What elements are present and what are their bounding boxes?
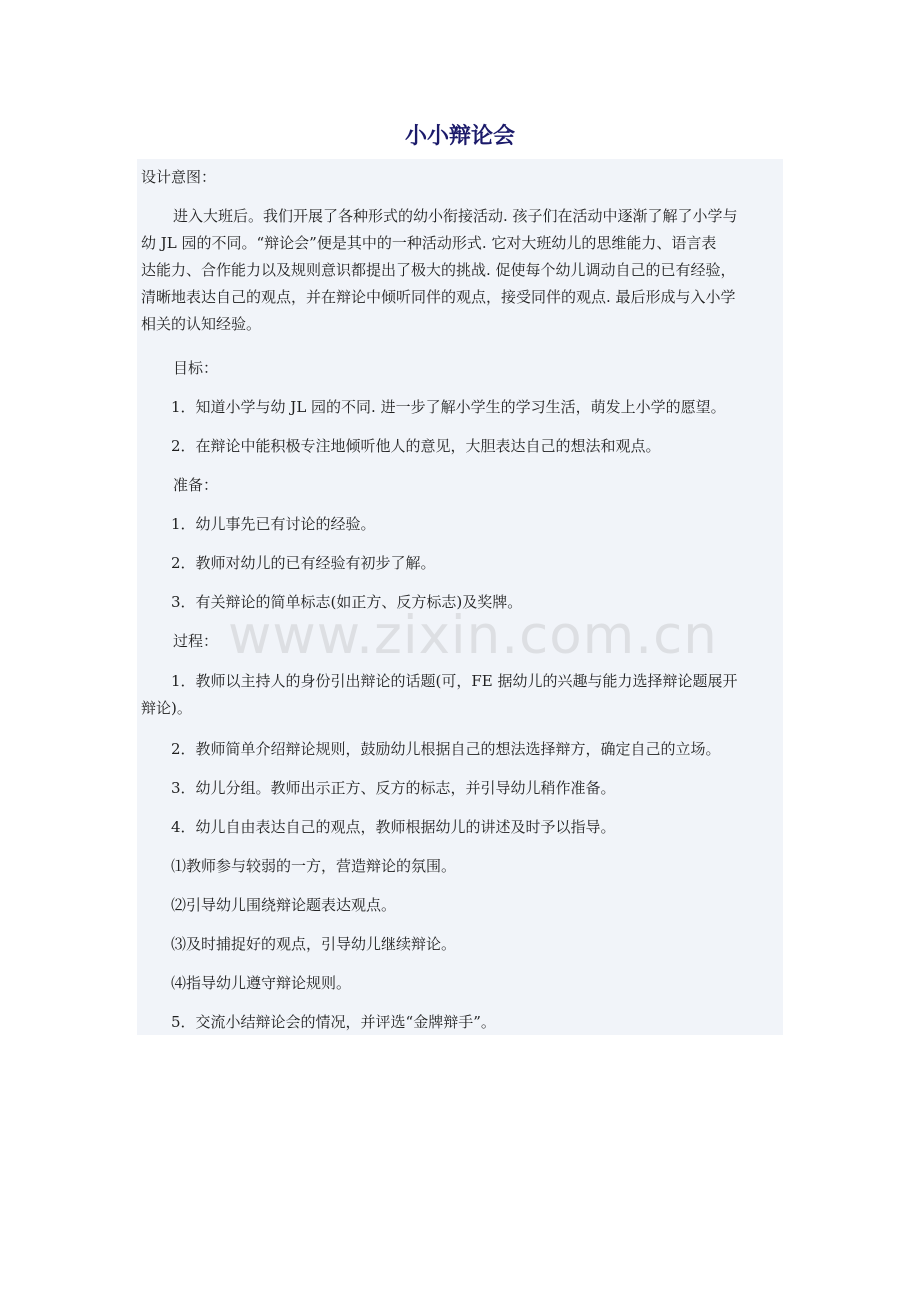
prep-item-1: 1．幼儿事先已有讨论的经验。 xyxy=(171,515,376,533)
intro-line-2: 幼 JL 园的不同。“辩论会”便是其中的一种活动形式. 它对大班幼儿的思维能力、语言表 xyxy=(141,234,717,252)
intro-line-5: 相关的认知经验。 xyxy=(141,315,262,333)
goal-label: 目标： xyxy=(173,359,219,377)
watermark: www.zixin.com.cn xyxy=(228,605,718,666)
intro-line-3: 达能力、合作能力以及规则意识都提出了极大的挑战. 促使每个幼儿调动自己的已有经验， xyxy=(141,261,736,279)
document-body xyxy=(137,159,783,1035)
process-sub-item-4: ⑷指导幼儿遵守辩论规则。 xyxy=(171,974,352,992)
prep-label: 准备： xyxy=(173,476,219,494)
document-title: 小小辩论会 xyxy=(404,123,515,149)
prep-item-2: 2．教师对幼儿的已有经验有初步了解。 xyxy=(171,554,436,572)
process-item-1-line-2: 辩论)。 xyxy=(141,699,192,717)
process-item-2: 2．教师简单介绍辩论规则，鼓励幼儿根据自己的想法选择辩方，确定自己的立场。 xyxy=(171,740,721,758)
process-sub-item-3: ⑶及时捕捉好的观点，引导幼儿继续辩论。 xyxy=(171,935,457,953)
goal-item-2: 2．在辩论中能积极专注地倾听他人的意见，大胆表达自己的想法和观点。 xyxy=(171,437,661,455)
process-item-3: 3．幼儿分组。教师出示正方、反方的标志，并引导幼儿稍作准备。 xyxy=(171,779,616,797)
prep-item-3: 3．有关辩论的简单标志(如正方、反方标志)及奖牌。 xyxy=(171,593,523,611)
process-item-5: 5．交流小结辩论会的情况，并评选“金牌辩手”。 xyxy=(171,1013,496,1031)
goal-item-1: 1．知道小学与幼 JL 园的不同. 进一步了解小学生的学习生活，萌发上小学的愿望。 xyxy=(171,398,726,416)
process-label: 过程： xyxy=(173,632,219,650)
process-item-1-line-1: 1．教师以主持人的身份引出辩论的话题(可，FE 据幼儿的兴趣与能力选择辩论题展开 xyxy=(171,672,738,690)
intro-line-1: 进入大班后。我们开展了各种形式的幼小衔接活动. 孩子们在活动中逐渐了解了小学与 xyxy=(173,207,738,225)
intro-line-4: 清晰地表达自己的观点，并在辩论中倾听同伴的观点，接受同伴的观点. 最后形成与入小学 xyxy=(141,288,736,306)
process-item-4: 4．幼儿自由表达自己的观点，教师根据幼儿的讲述及时予以指导。 xyxy=(171,818,616,836)
process-sub-item-1: ⑴教师参与较弱的一方，营造辩论的氛围。 xyxy=(171,857,457,875)
process-sub-item-2: ⑵引导幼儿围绕辩论题表达观点。 xyxy=(171,896,397,914)
design-intent-label: 设计意图： xyxy=(141,168,217,186)
